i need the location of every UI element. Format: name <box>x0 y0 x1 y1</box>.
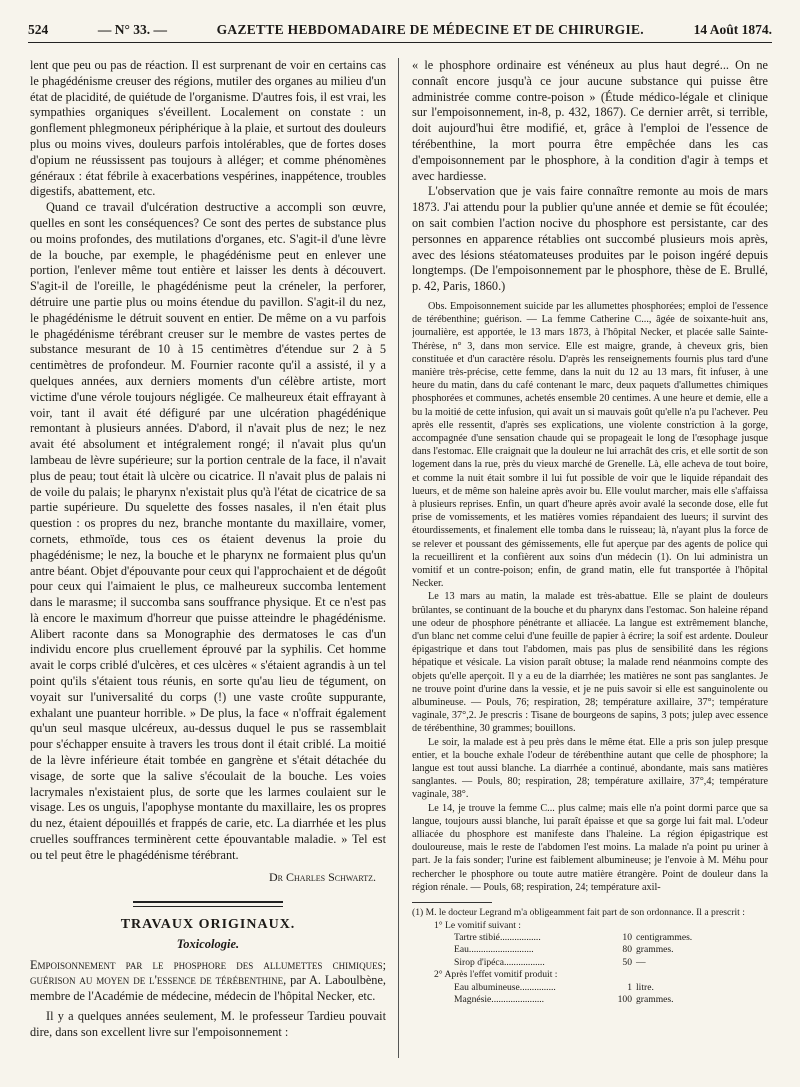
section-rule <box>133 901 283 907</box>
prescription-list <box>454 932 768 969</box>
prescription-list <box>454 982 768 1007</box>
rx-qty: 10 <box>622 931 632 943</box>
article-author: par A. Laboulbène, membre de l'Académie de médecine, médecin de l'hôpital Necker, etc. <box>30 973 386 1004</box>
page-number: 524 <box>28 22 49 37</box>
paragraph: L'observation que je vais faire connaître remonte au mois de mars 1873. J'ai attendu pour la publier qu'une année et demie se fût écoulée; on sait combien l'action nocive du phosphore est persistante, car des personnes en apparence rétablies ont succombé plusieurs mois après, avec des lésions stéatomateuses produites par le poison ingéré depuis longtemps. (De l'empoisonnement par le phosphore, thèse de E. Brullé, p. 42, Paris, 1860.) <box>412 184 768 294</box>
paragraph: « le phosphore ordinaire est vénéneux au plus haut degré... On ne connaît encore jusqu'à ce jour aucune substance qui puisse être administrée comme contre-poison » (Étude médico-légale et clinique sur l'empoisonnement, in-8, p. 432, 1867). Ce dernier arrêt, si terrible, doit aujourd'hui être modifié, et, grâce à l'emploi de l'essence de térébenthine, la mort pourra être empêchée dans les cas d'empoisonnement par le phosphore, à la condition d'agir à temps et avec hardiesse. <box>412 58 768 183</box>
article-title: Empoisonnement par le phosphore des allumettes chimiques; guérison au moyen de l'essence de térébenthine, <box>30 957 386 988</box>
rx-qty: 80 <box>622 944 632 956</box>
issue-number: — N° 33. — <box>97 22 167 37</box>
footnote: (1) M. le docteur Legrand m'a obligeamment fait part de son ordonnance. Il a prescrit : <box>412 907 745 919</box>
rx-unit: centigrammes. <box>636 931 693 943</box>
prescription-label: 2° Après l'effet vomitif produit : <box>434 969 558 981</box>
observation-paragraph: Le soir, la malade est à peu près dans le même état. Elle a pris son julep presque entier, et la bouche exhale l'odeur de térébenthine autant que celle de phosphore; la langue est tout aussi blanche. La diarrhée a continué, abondante, mais sans matières sanglantes. — Pouls, 80; respiration, 28; température axillaire, 37°,4; température vaginale, 38°. <box>412 736 768 801</box>
observation-paragraph: Le 14, je trouve la femme C... plus calme; mais elle n'a point dormi parce que sa langue, toujours aussi blanche, lui paraît épaisse et que sa gorge lui fait mal. L'odeur alliacée du phosphore est manifeste dans l'haleine. La région épigastrique est douloureuse, mais le reste de l'abdomen l'est moins. La malade n'a point pu uriner à part. Je la fais sonder; l'urine est faiblement albumineuse; je l'envoie à M. Méhu pour rechercher le phosphore ou toute autre matière étrangère. Point de douleur dans la région rénale. — Pouls, 68; respiration, 24; température axil- <box>412 802 768 893</box>
rx-qty: 1 <box>627 981 632 993</box>
right-column <box>412 58 768 1068</box>
section-title: TRAVAUX ORIGINAUX. <box>120 916 296 932</box>
observation-paragraph: Obs. Empoisonnement suicide par les allumettes phosphorées; emploi de l'essence de térébenthine; guérison. — La femme Catherine C..., âgée de soixante-huit ans, journalière, est apportée, le 13 mars 1873, à l'hôpital Necker, et placée salle Sainte-Thérèse, n° 3, dans mon service. Elle est maigre, grande, à cheveux gris, bien constituée et d'un caractère résolu. D'après les renseignements fournis plus tard d'une manière très-précise, cette femme, dans la nuit du 12 au 13 mars, fit infuser, à une heure du matin, dans du café contenant le marc, deux paquets d'allumettes chimiques phosphorées et communes, achetés ensemble 20 centimes. A une heure et demie, elle a bu la moitié de cette infusion, qui avait un si mauvais goût qu'elle n'a pu l'achever. Peu après elle ressentit, d'après ses explications, une violente constriction à la gorge, accompagnée d'une sensation chaude qui se propageait le long de l'œsophage jusque dans l'estomac. Elle craignait que la douleur ne lui arrachât des cris, et elle sortit de son logement dans la rue, près du vieux marché de Grenelle. Là, elle acheva de tout boire, et comme la nuit était sombre il lui fut possible de voir que le liquide répandait des lueurs, et de même son haleine après avoir bu. Elle voulut marcher, mais elle s'affaissa à plusieurs reprises. Enfin, un quart d'heure après avoir avalé la seconde dose, elle fut prise de vomissements, et les matières vomies répandaient des lueurs; il survint des étourdissements, et finalement elle tomba dans le ruisseau; là, n'ayant plus la force de se relever et poussant des gémissements, elle fut aperçue par des agents de police qui la recueillirent et la confièrent aux soins d'un médecin (1). On lui administra un vomitif et un contre-poison; enfin, de grand matin, elle fut transportée à l'hôpital Necker. <box>412 300 768 590</box>
rx-unit: grammes. <box>636 944 674 956</box>
rx-item: Eau........................... <box>454 944 534 956</box>
rx-unit: litre. <box>636 981 654 993</box>
paragraph: Il y a quelques années seulement, M. le professeur Tardieu pouvait dire, dans son excellent livre sur l'empoisonnement : <box>30 1009 386 1039</box>
prescription-label: 1° Le vomitif suivant : <box>434 919 521 931</box>
rx-item: Eau albumineuse............... <box>454 981 556 993</box>
issue-date: 14 Août 1874. <box>693 22 772 37</box>
rx-unit: — <box>636 956 646 968</box>
paragraph: Quand ce travail d'ulcération destructive a accompli son œuvre, quelles en sont les conséquences? Ce sont des pertes de substance plus ou moins profondes, des mutilations d'organes, etc. S'agit-il d'une lèvre de la bouche, par exemple, le phagédénisme peut en enlever une portion, l'enlever même tout entière et laisser les dents à découvert. S'agit-il de l'oreille, le phagédénisme peut la créneler, la perforer, détruire une partie plus ou moins étendue du pavillon. S'agit-il du nez, le phagédénisme le détruit souvent en entier. De même on a vu parfois le phagédénisme térébrant creuser sur le membre de vastes pertes de substance mesurant de 10 à 15 centimètres d'étendue sur 2 à 5 centimètres de profondeur. M. Fournier raconte qu'il a assisté, il y a quelques années, aux derniers moments d'un célèbre artiste, mort victime d'une vérole toujours négligée. Ce malheureux était effrayant à voir, tant il avait été défiguré par une ulcération phagédénique remontant à plusieurs années. D'abord, il n'avait plus de nez; le nez avait été absolument et intégralement rongé; il n'avait plus qu'un lambeau de lèvre supérieure; sur la portion centrale de la face, il n'avait plus de peau; tout était là ulcère ou cicatrice. Il n'avait plus de palais ni de voile du palais; le pharynx n'existait plus qu'à l'état de cicatrice de sa partie supérieure. Du squelette des fosses nasales, il n'en était plus question : os propres du nez, branche montante du maxillaire, vomer, cornets, ethmoïde, tous ces os étaient devenus la proie du phagédénisme; le nez, la bouche et le pharynx ne formaient plus qu'un antre béant. Objet d'épouvante pour ceux qui l'approchaient et de dégoût pour ceux qui l'aimaient le plus, ce malheureux succomba lentement dans le marasme; il succomba sans souffrance physique. Et ce n'est pas là encore le maximum d'horreur que puisse atteindre le phagédénisme. Alibert raconte dans sa Monographie des dermatoses le cas d'un individu encore plus cruellement éprouvé par la syphilis. Cet homme avait le corps criblé d'ulcères, et ces ulcères « s'étaient agrandis à un tel point qu'ils s'étaient tous réunis, en sorte qu'au lieu de tégument, on voyait sur l'universalité du corps (!) une vaste croûte suppurante, exhalant une puanteur horrible. » De plus, la face « n'offrait également qu'un seul masque ulcéreux, au-dessus duquel le pus se rassemblait pour s'échapper ensuite à travers les trous dont il était criblé. La moitié de la lèvre inférieure était tombée en gangrène et s'était détachée du visage, de sorte que la salive s'écoulait de la bouche. Les voies lacrymales n'existaient plus, de sorte que les larmes coulaient sur le visage. Les os unguis, l'apophyse montante du maxillaire, les os propres du nez, étaient dépouillés et frappés de carie, etc. La diarrhée et les plus cruelles souffrances terminèrent cette épouvantable maladie. » Tel est ou tel peut être le phagédénisme térébrant. <box>30 200 386 862</box>
column-divider <box>398 58 399 1058</box>
left-column <box>30 58 386 1068</box>
paragraph: lent que peu ou pas de réaction. Il est surprenant de voir en certains cas le phagédénisme creuser des régions, mutiler des organes au milieu d'un état de placidité, de quiétude de l'organisme. D'autres fois, il est vrai, les sympathies organiques s'éveillent. Localement on constate : un gonflement phlegmoneux périphérique à la plaie, et surtout des douleurs plus ou moins vives, douleurs parfois intolérables, que de fortes doses d'opium ne réussissent pas toujours à alléger; et comme phénomènes généraux : état fébrile à exacerbations vespérines, inappétence, troubles digestifs, abattement, etc. <box>30 58 386 199</box>
journal-title: GAZETTE HEBDOMADAIRE DE MÉDECINE ET DE CHIRURGIE. <box>216 22 644 37</box>
footnote-rule <box>412 902 492 903</box>
rx-item: Sirop d'ipéca................. <box>454 956 545 968</box>
author-signature: Dr Charles Schwartz. <box>269 869 376 884</box>
article-heading <box>30 958 386 1005</box>
rx-qty: 100 <box>617 993 632 1005</box>
rx-item: Magnésie...................... <box>454 993 545 1005</box>
subsection-title: Toxicologie. <box>176 936 240 951</box>
observation-paragraph: Le 13 mars au matin, la malade est très-abattue. Elle se plaint de douleurs brûlantes, se continuant de la bouche et du pharynx dans l'estomac. Son haleine répand une odeur de phosphore pénétrante et alliacée. La langue est extrêmement blanche, d'un blanc net comme celui d'une feuille de papier à écrire; la soif est ardente. Douleur épigastrique et dans tout l'abdomen, mais pas plus de sensibilité dans les régions hépatique et vésicale. La vision paraît obtuse; la malade rend néanmoins compte des objets qu'elle aperçoit. Il y a eu de la diarrhée; les matières ne sont pas sanglantes. Je ne trouve point d'urine dans la vessie, et je ne puis savoir si elle est sanguinolente ou albumineuse. — Pouls, 76; respiration, 28; température axillaire, 37°; température vaginale, 37°,2. Je prescris : Tisane de bourgeons de sapins, 3 pots; julep avec essence de térébenthine, 30 grammes; bouillons. <box>412 591 768 735</box>
rx-qty: 50 <box>622 956 632 968</box>
rx-item: Tartre stibié................. <box>454 931 541 943</box>
rx-unit: grammes. <box>636 993 674 1005</box>
page-header <box>28 22 772 43</box>
